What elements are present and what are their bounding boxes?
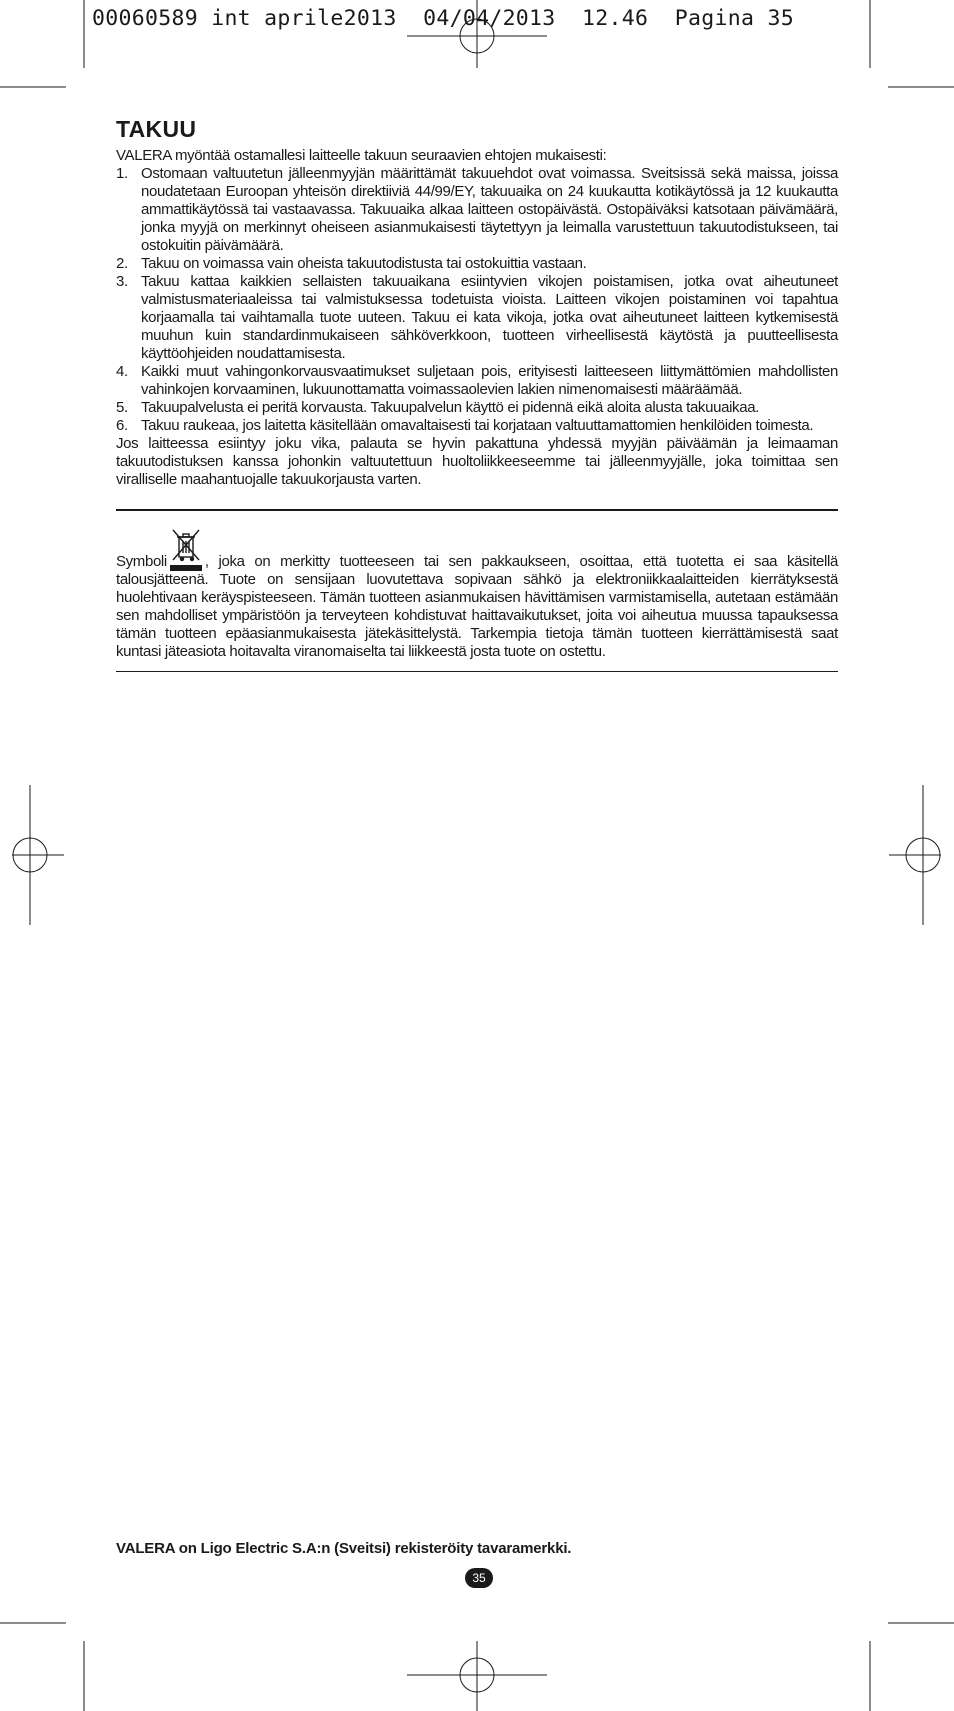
page-content [116, 116, 838, 672]
term-number: 3. [116, 273, 128, 290]
trademark-footer: VALERA on Ligo Electric S.A:n (Sveitsi) rekisteröity tavaramerkki. [116, 1540, 572, 1557]
term-number: 4. [116, 363, 128, 380]
term-text: Takuu kattaa kaikkien sellaisten takuuaikana esiintyvien vikojen poistamisen, jotka ovat aiheutuneet valmistusmateriaaleissa tai valmistuksessa todetuista vioista. Laitteen vikojen poistaminen voi tapahtua korjaamalla tai vaihtamalla tuote uuteen. Takuu ei kata vikoja, jotka ovat aiheutuneet laitteen kytkemisestä muuhun kuin standardinmukaiseen sähköverkkoon, tuotteen virheellisestä käytöstä ja puutteellisesta käyttöohjeiden noudattamisesta. [141, 273, 838, 362]
warranty-term [116, 255, 838, 273]
term-text: Kaikki muut vahingonkorvausvaatimukset suljetaan pois, erityisesti laitteeseen liittymättömien mahdollisten vahinkojen korvaaminen, lukuunottamatta voimassaolevien lakien nimenomaisesti määräämää. [141, 363, 838, 398]
page-number-badge: 35 [465, 1568, 493, 1588]
term-number: 5. [116, 399, 128, 416]
warranty-term [116, 363, 838, 399]
warranty-terms-list [116, 165, 838, 435]
term-text: Takuu on voimassa vain oheista takuutodistusta tai ostokuittia vastaan. [141, 255, 587, 272]
term-number: 6. [116, 417, 128, 434]
term-text: Takuu raukeaa, jos laitetta käsitellään omavaltaisesti tai korjataan valtuuttamattomien henkilöiden toimesta. [141, 417, 814, 434]
warranty-heading: TAKUU [116, 116, 197, 142]
term-number: 2. [116, 255, 128, 272]
warranty-term [116, 399, 838, 417]
term-number: 1. [116, 165, 128, 182]
warranty-term [116, 417, 838, 435]
weee-crossed-bin-icon [168, 527, 204, 573]
section-end-divider [116, 671, 838, 672]
disposal-text: , joka on merkitty tuotteeseen tai sen pakkaukseen, osoittaa, että tuotetta ei saa käsitellä talousjätteenä. Tuote on sensijaan luovutettava sopivaan sähkö ja elektroniikkaalaitteiden kierrätyksestä huolehtivaan keräyspisteeseen. Tämän tuotteen asianmukaisen hävittämisen varmistamisella, autetaan estämään sen mahdolliset ympäristöön ja terveyteen kohdistuvat haittavaikutukset, joita voi aiheutua muussa tapauksessa tämän tuotteen epäasianmukaisesta jätekäsittelystä. Tarkempia tietoja tämän tuotteen kierrättämisestä saat kuntasi jäteasiota hoitavalta viranomaiselta tai liikkeestä josta tuote on ostettu. [116, 553, 838, 660]
warranty-term [116, 273, 838, 363]
term-text: Ostomaan valtuutetun jälleenmyyjän määrittämät takuuehdot ovat voimassa. Sveitsissä sekä maissa, joissa noudatetaan Euroopan yhteisön direktiiviä 44/99/EY, takuuaika on 24 kuukautta kotikäytössä ja 12 kuukautta ammattikäytössä tai vastaavassa. Takuuaika alkaa laitteen ostopäivästä. Ostopäiväksi katsotaan päivämäärä, jonka myyjä on merkinnyt oheiseen asianmukaisesti täytettyyn ja leimalla varustettuun takuutodistukseen, tai ostokuitin päivämäärä. [141, 165, 838, 254]
term-text: Takuupalvelusta ei peritä korvausta. Takuupalvelun käyttö ei pidennä eikä aloita alusta takuuaikaa. [141, 399, 759, 416]
disposal-lead: Symboli [116, 553, 167, 570]
warranty-closing: Jos laitteessa esiintyy joku vika, palauta se hyvin pakattuna yhdessä myyjän päiväämän ja leimaaman takuutodistuksen kanssa johonkin valtuutettuun huoltoliikkeeseemme tai jälleenmyyjälle, joka toimittaa sen viralliselle maahantuojalle takuukorjausta varten. [116, 435, 838, 488]
warranty-term [116, 165, 838, 255]
disposal-paragraph [116, 527, 838, 661]
warranty-intro: VALERA myöntää ostamallesi laitteelle takuun seuraavien ehtojen mukaisesti: [116, 147, 607, 164]
print-slug-line: 00060589 int aprile2013 04/04/2013 12.46 Pagina 35 [92, 6, 794, 31]
section-divider [116, 509, 838, 511]
